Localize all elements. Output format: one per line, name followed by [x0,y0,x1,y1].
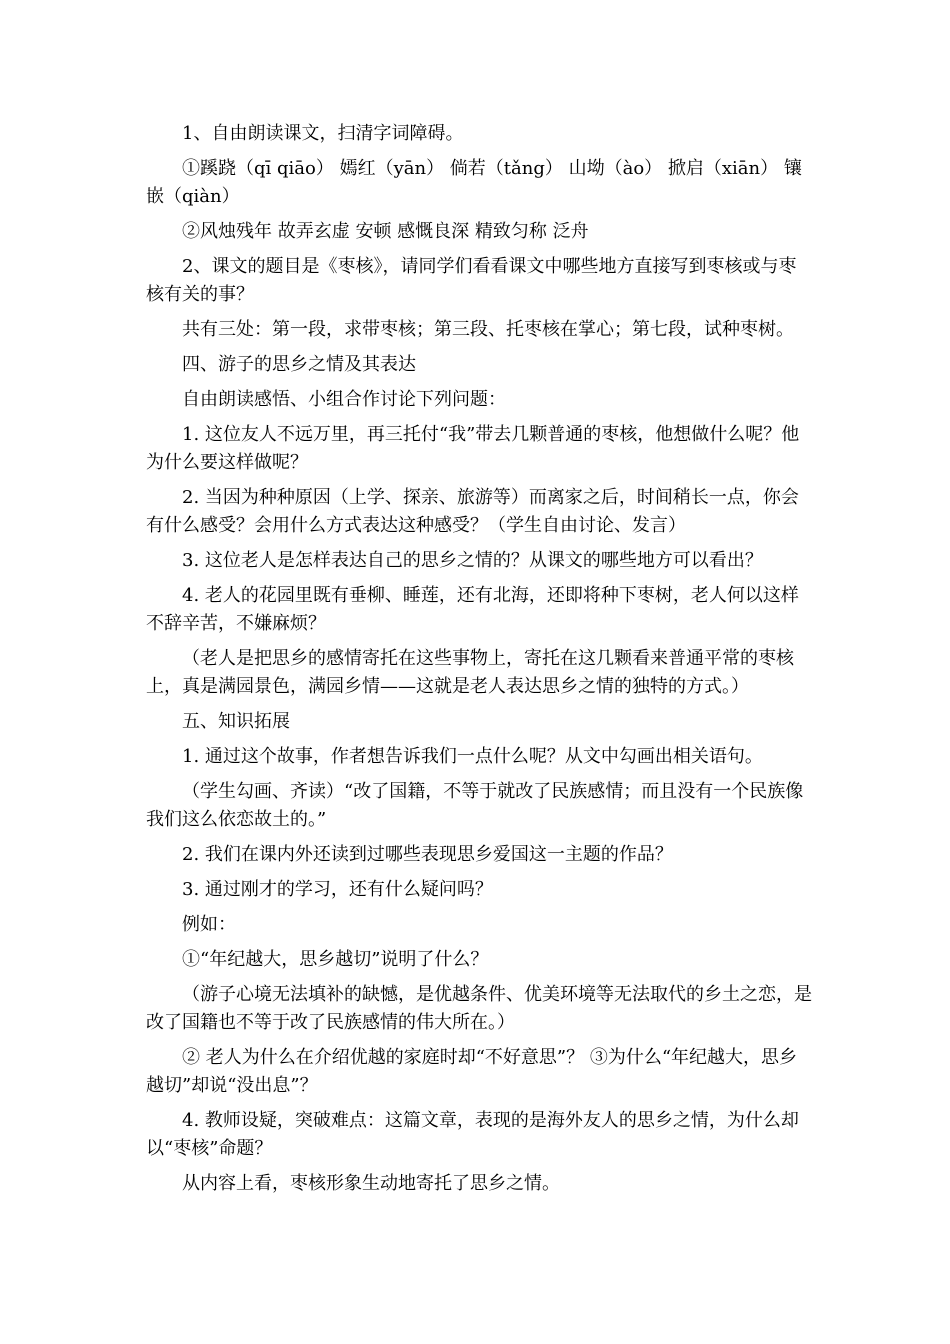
extension-answer-1: （学生勾画、齐读）“改了国籍，不等于就改了民族感情；而且没有一个民族像我们这么依恋故土的。” [146,781,804,830]
answer-4: （老人是把思乡的感情寄托在这些事物上，寄托在这几颗看来普通平常的枣核上，真是满园景色，满园乡情——这就是老人表达思乡之情的独特的方式。） [146,648,794,697]
example-1: ①“年纪越大，思乡越切”说明了什么？ [182,949,489,970]
question-1: 1. 这位友人不远万里，再三托付“我”带去几颗普通的枣核，他想做什么呢？他为什么要这样做呢？ [146,424,800,473]
extension-question-2: 2. 我们在课内外还读到过哪些表现思乡爱国这一主题的作品？ [182,844,673,865]
question-2: 2. 当因为种种原因（上学、探亲、旅游等）而离家之后，时间稍长一点，你会有什么感受？会用什么方式表达这种感受？（学生自由讨论、发言） [146,487,799,536]
teacher-question-4: 4. 教师设疑，突破难点：这篇文章，表现的是海外友人的思乡之情，为什么却以“枣核”命题？ [146,1110,799,1159]
paragraph-4: 2、课文的题目是《枣核》，请同学们看看课文中哪些地方直接写到枣核或与枣核有关的事？ [146,256,797,305]
extension-question-1: 1. 通过这个故事，作者想告诉我们一点什么呢？从文中勾画出相关语句。 [182,746,763,767]
question-4: 4. 老人的花园里既有垂柳、睡莲，还有北海，还即将种下枣树，老人何以这样不辞辛苦，不嫌麻烦？ [146,585,799,634]
document-page [146,120,814,1205]
paragraph-1: 1、自由朗读课文，扫清字词障碍。 [182,123,464,144]
conclusion: 从内容上看，枣核形象生动地寄托了思乡之情。 [182,1173,560,1194]
example-label: 例如： [182,914,236,935]
example-1-answer: （游子心境无法填补的缺憾，是优越条件、优美环境等无法取代的乡土之恋，是改了国籍也不等于改了民族感情的伟大所在。） [146,984,812,1033]
paragraph-7: 自由朗读感悟、小组合作讨论下列问题： [182,389,506,410]
paragraph-2: ①蹊跷（qī qiāo） 嫣红（yān） 倘若（tǎng） 山坳（ào） 掀启（xiān） 镶嵌（qiàn） [146,158,802,207]
section-heading-4: 四、游子的思乡之情及其表达 [182,354,416,375]
paragraph-3: ②风烛残年 故弄玄虚 安顿 感慨良深 精致匀称 泛舟 [182,221,589,242]
extension-question-3: 3. 通过刚才的学习，还有什么疑问吗？ [182,879,493,900]
question-3: 3. 这位老人是怎样表达自己的思乡之情的？从课文的哪些地方可以看出？ [182,550,763,571]
example-2-3: ② 老人为什么在介绍优越的家庭时却“不好意思”？ ③为什么“年纪越大，思乡越切”却说“没出息”？ [146,1047,798,1096]
paragraph-5: 共有三处：第一段，求带枣核；第三段、托枣核在掌心；第七段，试种枣树。 [182,319,794,340]
section-heading-5: 五、知识拓展 [182,711,290,732]
